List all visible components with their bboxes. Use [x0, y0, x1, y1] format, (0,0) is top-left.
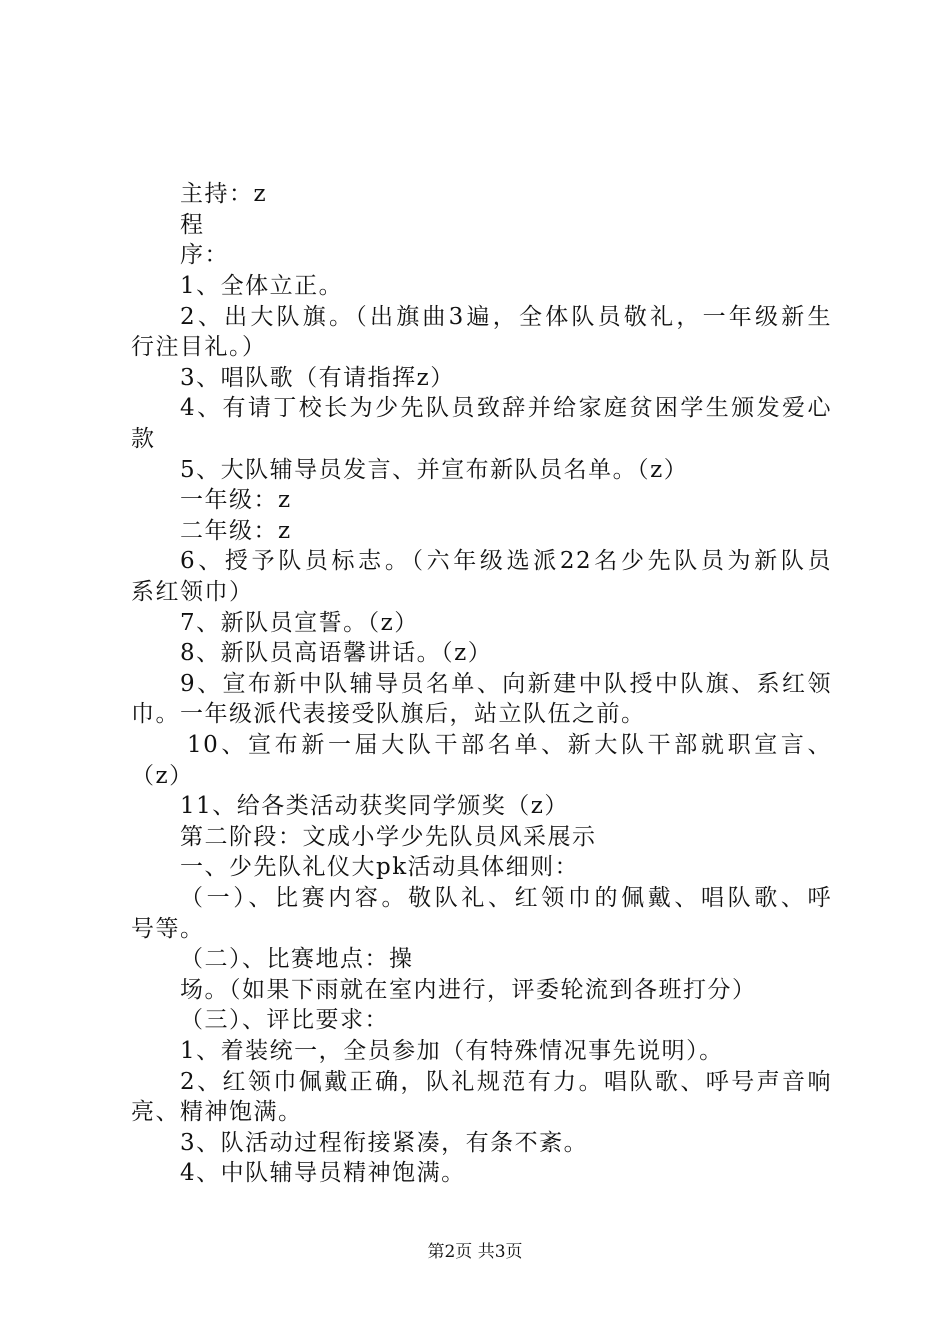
req-4: 4、中队辅导员精神饱满。 [180, 1160, 466, 1186]
item-4-cont: 款 [131, 426, 156, 452]
sub-2: （二）、比赛地点：操 [180, 946, 414, 972]
req-3: 3、队活动过程衔接紧凑，有条不紊。 [180, 1130, 589, 1156]
host-line: 主持：z [180, 181, 268, 207]
item-6-cont: 系红领巾） [131, 579, 254, 605]
grade-1-line: 一年级：z [180, 487, 292, 513]
item-2-cont: 行注目礼。） [131, 334, 267, 360]
section-1-heading: 一、少先队礼仪大pk活动具体细则： [180, 854, 580, 880]
item-8: 8、新队员高语馨讲话。（z） [180, 640, 493, 666]
sub-1: （一）、比赛内容。敬队礼、红领巾的佩戴、唱队歌、呼 [180, 885, 832, 911]
program-label-1: 程 [180, 212, 205, 238]
stage-2-heading: 第二阶段：文成小学少先队员风采展示 [180, 824, 597, 850]
item-6: 6、授予队员标志。（六年级选派22名少先队员为新队员 [180, 548, 832, 574]
item-10-cont: （z） [131, 763, 194, 789]
item-3: 3、唱队歌（有请指挥z） [180, 365, 455, 391]
item-2: 2、出大队旗。（出旗曲3遍，全体队员敬礼，一年级新生 [180, 304, 832, 330]
item-4: 4、有请丁校长为少先队员致辞并给家庭贫困学生颁发爱心 [180, 395, 832, 421]
req-2-cont: 亮、精神饱满。 [131, 1099, 303, 1125]
item-7: 7、新队员宣誓。（z） [180, 610, 419, 636]
sub-3: （三）、评比要求： [180, 1007, 389, 1033]
grade-2-line: 二年级：z [180, 518, 292, 544]
item-11: 11、给各类活动获奖同学颁奖（z） [180, 793, 569, 819]
req-2: 2、红领巾佩戴正确，队礼规范有力。唱队歌、呼号声音响 [180, 1069, 832, 1095]
item-10: 10、宣布新一届大队干部名单、新大队干部就职宣言、 [187, 732, 832, 758]
sub-2-cont: 场。（如果下雨就在室内进行，评委轮流到各班打分） [180, 977, 757, 1003]
req-1: 1、着装统一，全员参加（有特殊情况事先说明）。 [180, 1038, 724, 1064]
item-9: 9、宣布新中队辅导员名单、向新建中队授中队旗、系红领 [180, 671, 832, 697]
sub-1-cont: 号等。 [131, 916, 205, 942]
page-footer: 第2页 共3页 [427, 1242, 523, 1262]
program-label-2: 序： [180, 242, 229, 268]
item-9-cont: 巾。一年级派代表接受队旗后，站立队伍之前。 [131, 701, 646, 727]
item-1: 1、全体立正。 [180, 273, 344, 299]
item-5: 5、大队辅导员发言、并宣布新队员名单。（z） [180, 457, 689, 483]
